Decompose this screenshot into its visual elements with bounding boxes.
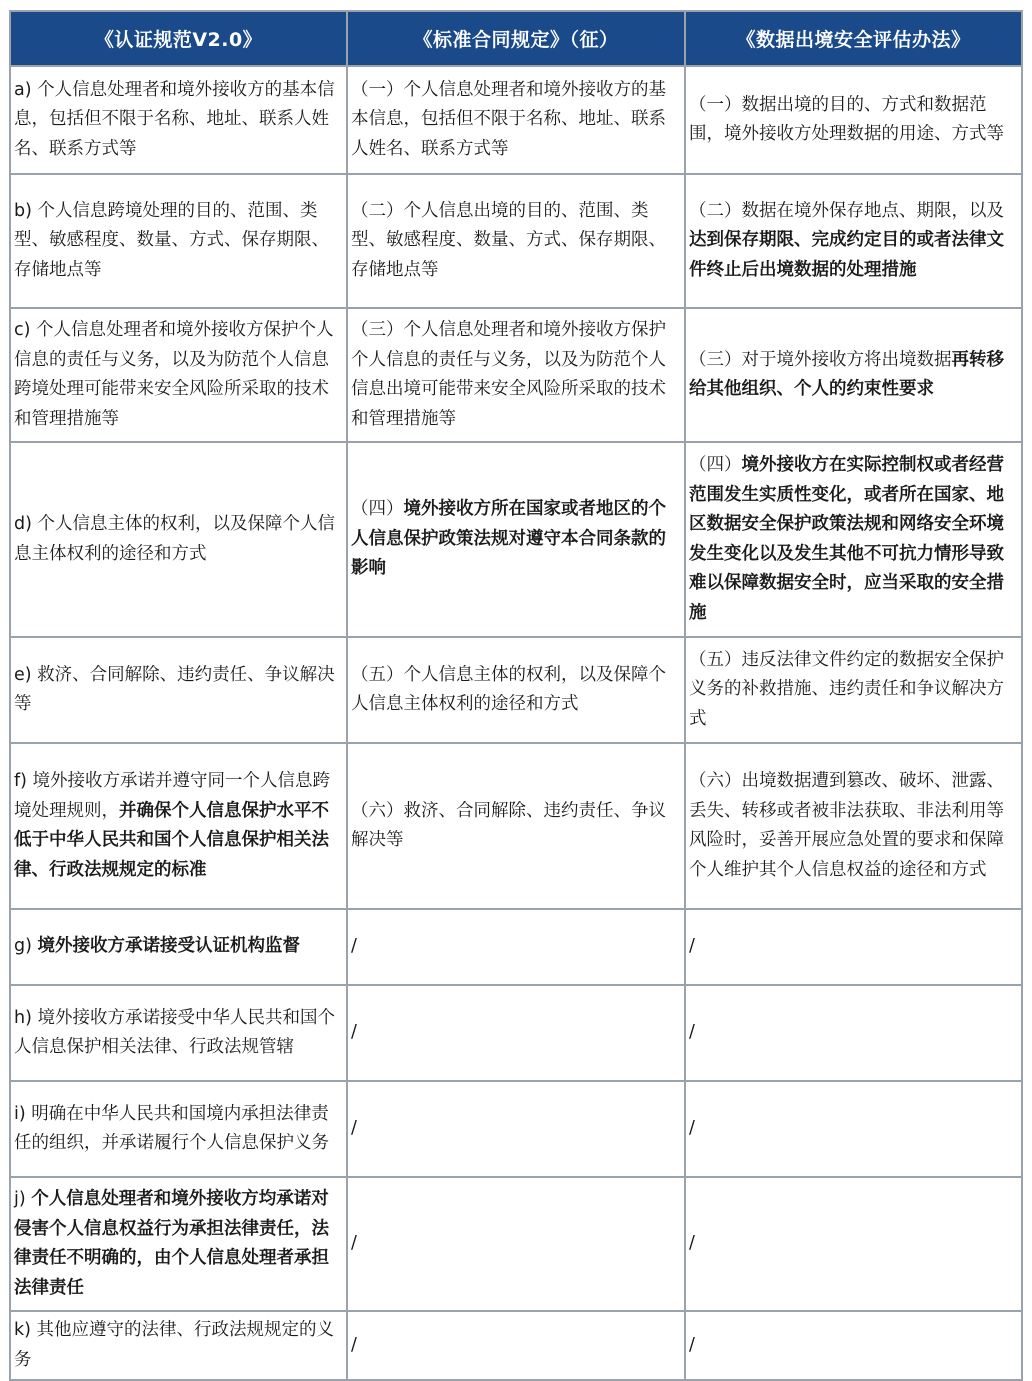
cell-assessment [685, 174, 1022, 308]
cell-text: / [351, 1334, 357, 1355]
cell-text-bold: 境外接收方承诺接受认证机构监督 [37, 936, 300, 957]
cell-assessment [685, 1311, 1022, 1380]
cell-certification [10, 1177, 347, 1311]
table-row [10, 637, 1022, 743]
cell-contract [347, 1177, 685, 1311]
cell-text: j) [14, 1189, 32, 1209]
cell-text: / [689, 1118, 695, 1139]
cell-contract [347, 743, 685, 909]
cell-certification [10, 308, 347, 442]
cell-contract [347, 174, 685, 308]
cell-text: （一）个人信息处理者和境外接收方的基本信息，包括但不限于名称、地址、联系人姓名、联系方式等 [351, 79, 666, 159]
table-row [10, 1311, 1022, 1380]
cell-text: / [351, 1233, 357, 1254]
cell-text: i) 明确在中华人民共和国境内承担法律责任的组织，并承诺履行个人信息保护义务 [14, 1103, 329, 1153]
cell-text: e) 救济、合同解除、违约责任、争议解决等 [14, 664, 335, 714]
cell-text-bold: 个人信息处理者和境外接收方均承诺对侵害个人信息权益行为承担法律责任，法律责任不明确的，由个人信息处理者承担法律责任 [14, 1189, 329, 1298]
cell-text: / [351, 936, 357, 957]
cell-certification [10, 66, 347, 174]
header-certification-spec: 《认证规范V2.0》 [10, 11, 347, 66]
table-row [10, 743, 1022, 909]
table-row [10, 66, 1022, 174]
table-row [10, 985, 1022, 1081]
cell-assessment [685, 1081, 1022, 1177]
cell-assessment [685, 442, 1022, 637]
cell-text: （六）出境数据遭到篡改、破坏、泄露、丢失、转移或者被非法获取、非法利用等风险时，妥善开展应急处置的要求和保障个人维护其个人信息权益的途径和方式 [689, 771, 1004, 880]
cell-contract [347, 1311, 685, 1380]
cell-text: （五）违反法律文件约定的数据安全保护义务的补救措施、违约责任和争议解决方式 [689, 649, 1004, 729]
cell-text: f) 境外接收方承诺并遵守同一个人信息跨境处理规则， [14, 771, 331, 821]
cell-assessment [685, 308, 1022, 442]
cell-contract [347, 1081, 685, 1177]
cell-text: （五）个人信息主体的权利，以及保障个人信息主体权利的途径和方式 [351, 664, 666, 714]
cell-contract [347, 442, 685, 637]
cell-text: （二）个人信息出境的目的、范围、类型、敏感程度、数量、方式、保存期限、存储地点等 [351, 200, 666, 280]
cell-assessment [685, 985, 1022, 1081]
cell-contract [347, 308, 685, 442]
cell-certification [10, 174, 347, 308]
cell-text: （三）个人信息处理者和境外接收方保护个人信息的责任与义务，以及为防范个人信息出境可能带来安全风险所采取的技术和管理措施等 [351, 320, 666, 429]
table-row [10, 308, 1022, 442]
header-row [10, 11, 1022, 66]
header-standard-contract: 《标准合同规定》（征） [347, 11, 685, 66]
cell-assessment [685, 637, 1022, 743]
cell-contract [347, 637, 685, 743]
cell-text: （四） [689, 455, 742, 475]
cell-text-bold: 境外接收方所在国家或者地区的个人信息保护政策法规对遵守本合同条款的影响 [351, 499, 666, 579]
table-row [10, 1177, 1022, 1311]
cell-text-bold: 境外接收方在实际控制权或者经营范围发生实质性变化，或者所在国家、地区数据安全保护政策法规和网络安全环境发生变化以及发生其他不可抗力情形导致难以保障数据安全时，应当采取的安全措施 [689, 455, 1004, 623]
cell-text: （六）救济、合同解除、违约责任、争议解决等 [351, 800, 666, 850]
header-security-assessment: 《数据出境安全评估办法》 [685, 11, 1022, 66]
cell-certification [10, 1081, 347, 1177]
cell-assessment [685, 1177, 1022, 1311]
cell-text: c) 个人信息处理者和境外接收方保护个人信息的责任与义务，以及为防范个人信息跨境处理可能带来安全风险所采取的技术和管理措施等 [14, 320, 334, 429]
cell-certification [10, 743, 347, 909]
table-row [10, 442, 1022, 637]
table-row [10, 909, 1022, 985]
cell-assessment [685, 743, 1022, 909]
table-row [10, 174, 1022, 308]
cell-certification [10, 1311, 347, 1380]
cell-text: （二）数据在境外保存地点、期限，以及 [689, 200, 1004, 221]
cell-text: h) 境外接收方承诺接受中华人民共和国个人信息保护相关法律、行政法规管辖 [14, 1007, 335, 1057]
cell-text-bold: 达到保存期限、完成约定目的或者法律文件终止后出境数据的处理措施 [689, 230, 1004, 280]
cell-text: g) [14, 936, 38, 957]
cell-assessment [685, 909, 1022, 985]
cell-text: a) 个人信息处理者和境外接收方的基本信息，包括但不限于名称、地址、联系人姓名、联系方式等 [14, 79, 335, 159]
cell-contract [347, 985, 685, 1081]
cell-text: （四） [351, 499, 404, 520]
cell-assessment [685, 66, 1022, 174]
cell-text: （一）数据出境的目的、方式和数据范围，境外接收方处理数据的用途、方式等 [689, 94, 1004, 144]
cell-contract [347, 909, 685, 985]
comparison-table [9, 10, 1023, 1381]
table-row [10, 1081, 1022, 1177]
cell-text: / [351, 1118, 357, 1139]
cell-text: / [351, 1022, 357, 1043]
cell-contract [347, 66, 685, 174]
cell-certification [10, 985, 347, 1081]
cell-certification [10, 442, 347, 637]
cell-text-bold: 再转移给其他组织、个人的约束性要求 [689, 349, 1004, 399]
cell-text: / [689, 936, 695, 957]
cell-text: b) 个人信息跨境处理的目的、范围、类型、敏感程度、数量、方式、保存期限、存储地点等 [14, 200, 329, 280]
cell-text: / [689, 1233, 695, 1254]
cell-text: d) 个人信息主体的权利，以及保障个人信息主体权利的途径和方式 [14, 514, 335, 564]
cell-certification [10, 909, 347, 985]
cell-certification [10, 637, 347, 743]
cell-text-bold: 并确保个人信息保护水平不低于中华人民共和国个人信息保护相关法律、行政法规规定的标准 [14, 800, 329, 880]
cell-text: k) 其他应遵守的法律、行政法规规定的义务 [14, 1320, 335, 1370]
cell-text: / [689, 1022, 695, 1043]
cell-text: （三）对于境外接收方将出境数据 [689, 349, 952, 370]
cell-text: / [689, 1334, 695, 1355]
